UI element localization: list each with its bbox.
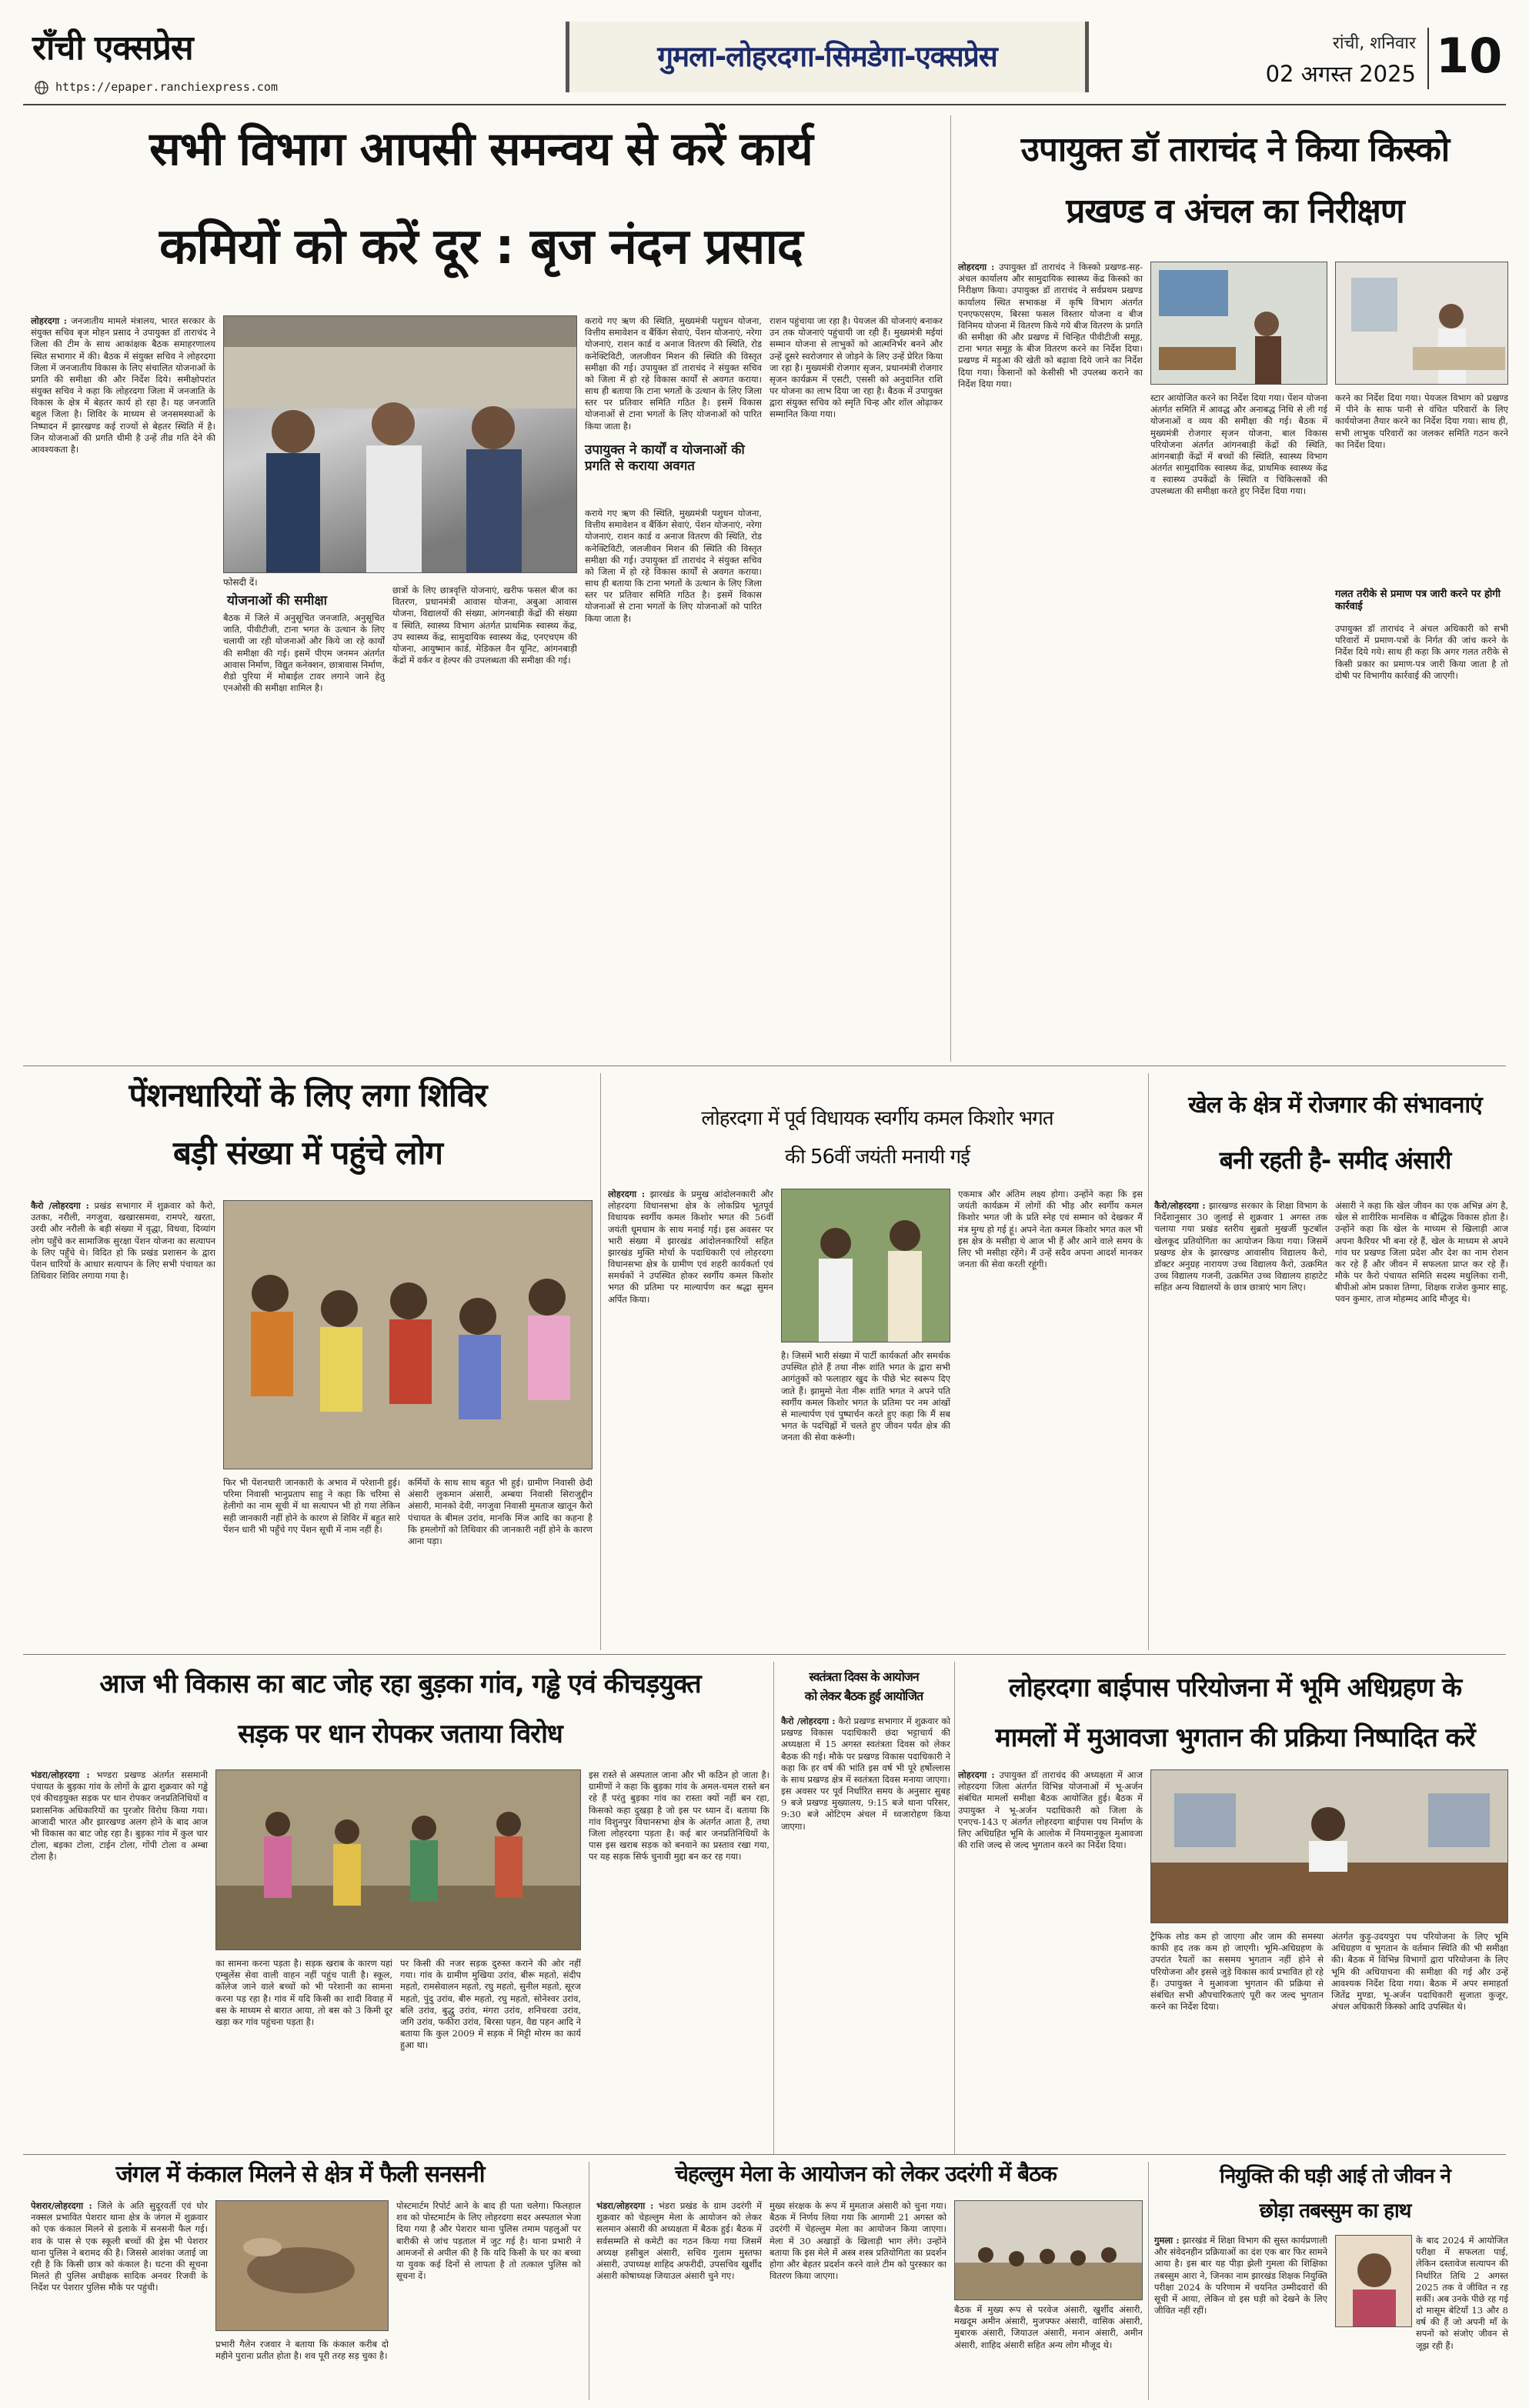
story4-dateline: लोहरदगा : [608,1189,646,1199]
story2-text-col3b: उपायुक्त डॉ ताराचंद ने अंचल अधिकारी को सभी परिवारों में प्रमाण-पत्रों के निर्गत की जांच करने के निर्देश दिये गये। साथ ही कहा कि अगर गलत तरीके से किसी प्रकार का प्रमाण-पत्र जारी किया जाता है तो दोषी पर विभागीय कार्रवाई की जाएगी। [1335,623,1508,681]
divider-row2 [23,1654,1506,1655]
story10-photo [954,2200,1143,2300]
story1-headline-line1: सभी विभाग आपसी समन्वय से करें कार्य [149,122,813,176]
meeting-photo-illustration [224,316,577,573]
masthead [0,0,1529,104]
story7-headline-line1: स्वतंत्रता दिवस के आयोजन [809,1669,919,1684]
story10-col1 [596,2200,762,2400]
story2-text-col2: स्टार आयोजित करने का निर्देश दिया गया। पेंशन योजना अंतर्गत समिति में आवद्ध और अनाबद्ध निधि से ली गई योजनाओं व व्यय की समीक्षा की गई। बैठक में मुख्यमंत्री रोजगार सृजन योजना, बाल विकास परियोजना अंतर्गत आंगनबाड़ी केंद्रों की स्थिति, आंगनबाड़ी केंद्रों में बच्चों की स्थिति, स्वास्थ्य विभाग अंतर्गत सामुदायिक स्वास्थ्य केंद्र, प्राथमिक स्वास्थ्य केंद्र व स्वास्थ्य उपकेंद्रों के स्थिति व चिकित्सकों की उपलब्धता की समीक्षा करते हुए निर्देश दिया गया। [1150,392,1327,497]
story1-photo-caption: फोसदी दें। [223,577,258,588]
masthead-city-day: रांची, शनिवार [1332,34,1416,53]
story10-dateline: भंडरा/लोहरदगा : [596,2200,654,2211]
story6-headline-line1: आज भी विकास का बाट जोह रहा बुड़का गांव, गड्ढे एवं कीचड़युक्त [99,1669,701,1699]
story2-dateline: लोहरदगा : [958,262,995,272]
story4-text-col1: झारखंड के प्रमुख आंदोलनकारी और लोहरदगा विधानसभा क्षेत्र के लोकप्रिय भूतपूर्व विधायक स्वर्गीय कमल किशोर भगत की 56वीं जयंती धूमधाम के साथ मनाई गई। इस अवसर पर भारी संख्या में झारखंड आंदोलनकारियों सहित झारखंड मुक्ति मोर्चा के पदाधिकारी एवं लोहरदगा विधानसभा क्षेत्र के ग्रामीण एवं शहरी कार्यकर्ता एवं समर्थकों ने उपस्थित होकर स्वर्गीय कमल किशोर भगत की प्रतिमा पर माल्यार्पण कर श्रद्धा सुमन अर्पित किया। [608,1189,773,1305]
story9-text-col1: जिले के अति सुदूरवर्ती एवं घोर नक्सल प्रभावित पेशरार थाना क्षेत्र के जंगल में शुक्रवार को एक कंकाल मिलने से इलाके में सनसनी फैल गई। शव के पास से एक स्कूली बच्चों की ड्रेस भी पेशरार थाना पुलिस ने बरामद की है। जिससे आशंका जताई जा रही है कि किसी छात्र को कंकाल है। घटना की सूचना मिलते ही पुलिस अधीक्षक सादिक अनवर रिजवी के निर्देश पर पेशरार पुलिस मौके पर पहुंची। [31,2200,208,2293]
story1-col2 [223,612,385,1062]
story1-text-col1: जनजातीय मामले मंत्रालय, भारत सरकार के संयुक्त सचिव बृज मोहन प्रसाद ने उपायुक्त डॉ ताराचंद ने जिला की टीम के साथ आकांक्षक बैठक समाहरणालय स्थित सभागार में की। बैठक में संयुक्त सचिव ने लोहरदगा जिला में जनजातीय विकास के लिए संचालित योजनाओं के प्रगति की समीक्षा की और निर्देश दिये। समीक्षोपरांत संयुक्त सचिव ने कहा कि लोहरदगा जिला में जनजाति के विकास के क्षेत्र में बेहतर कार्य हो रहा है। यह जनजाति बहुल जिला है। शिविर के माध्यम से जनसमस्याओं के निष्पादन में झारखण्ड कई राज्यों से बेहतर स्थिति में है। जिन योजनाओं की प्रगति धीमी है उन्हें तीव्र गति देने की आवश्यकता है। [31,315,215,455]
story9-caption-text: प्रभारी गैलेन रजवार ने बताया कि कंकाल करीब दो महीने पुराना प्रतीत होता है। शव पूरी तरह सड़ चुका है। [215,2339,389,2362]
story9-photo [215,2200,389,2331]
story3-headline-line2: बड़ी संख्या में पहुंचे लोग [173,1134,442,1172]
story7-text-col1: कैरो प्रखण्ड सभागार में शुक्रवार को प्रखण्ड विकास पदाधिकारी छंदा भट्टाचार्य की अध्यक्षता में 15 अगस्त स्वतंत्रता दिवस को लेकर बैठक की गई। मौके पर प्रखण्ड विकास पदाधिकारी ने कहा कि हर वर्ष की भांति इस वर्ष भी पूरे हर्षोल्लास के साथ प्रखण्ड क्षेत्र में स्वतंत्रता दिवस मनाया जाएगा। इस अवसर पर पूर्व निर्धारित समय के अनुसार सुबह 9 बजे प्रखण्ड मुख्यालय, 9:15 बजे थाना परिसर, 9:30 बजे ओटिएम अंचल में ध्वजारोहण किया जाएगा। [781,1716,950,1832]
office-meeting-photo-illustration [1151,1770,1508,1923]
story3-col3 [408,1477,593,1646]
story1-col4-bottom [585,508,762,1062]
story1-col4-top [585,315,762,431]
story11-text-col2: के बाद 2024 में आयोजित परीक्षा में सफलता पाई, लेकिन दस्तावेज सत्यापन की निर्धारित तिथि 2 अगस्त 2025 तक वे जीवित न रह सकीं। अब उनके पीछे रह गई दो मासूम बेटियाँ 13 और 8 वर्ष की हैं जो अपनी माँ के सपनों को संजोए जीवन से जूझ रही हैं। [1416,2235,1508,2351]
story4-headline-line2: की 56वीं जयंती मनायी गई [785,1146,970,1169]
story2-col1 [958,262,1143,1062]
story10-headline: चेहल्लुम मेला के आयोजन को लेकर उदरंगी में बैठक [675,2161,1057,2186]
story1-text-col4: कराये गए ऋण की स्थिति, मुख्यमंत्री पशुधन योजना, वित्तीय समावेशन व बैंकिंग सेवाएं, पेंशन योजनाएं, नरेगा योजनाएं, राशन कार्ड व अनाज वितरण की स्थिति, रोड कनेक्टिविटी, जलजीवन मिशन की स्थिति की विस्तृत समीक्षा की गई। उपायुक्त डॉ ताराचंद ने संयुक्त सचिव को जिला में हो रहे विकास कार्यों से अवगत कराया। साथ ही बताया कि टाना भगतों के उत्थान के लिए जिला स्तर पर प्रतिवार समिति गठित है। इसमें विकास योजनाओं से टाना भगतों के लिए योजनाओं को पारित किया जाता है। [585,315,762,431]
story4-col2 [781,1350,950,1646]
section-title: गुमला-लोहरदगा-सिमडेगा-एक्सप्रेस [657,40,997,73]
story3-col1 [31,1200,215,1646]
story11-col2 [1416,2235,1508,2400]
story2-col2 [1150,392,1327,1062]
story4-col1 [608,1189,773,1646]
story6-text-col2: का सामना करना पड़ता है। सड़क खराब के कारण यहां एम्बुलेंस सेवा वाली वाहन नहीं पहुंच पाती है। स्कूल, कॉलेज जाने वाले बच्चों को भी परेशानी का सामना करना पड़ रहा है। गांव में यदि किसी का शादी विवाह में बस के माध्यम से बारात आया, तो बस को 3 किमी दूर खड़ा कर गांव पहुंचना पड़ता है। [215,1958,392,2027]
paddy-protest-photo-illustration [216,1770,581,1950]
story1-text-col2: बैठक में जिले में अनुसूचित जनजाति, अनुसूचित जाति, पीवीटीजी, टाना भगत के उत्थान के लिए चलायी जा रही योजनाओं और किये जा रहे कार्यों की समीक्षा की गई। इसमें पीएम जनमन अंतर्गत आवास निर्माण, विद्युत कनेक्शन, छात्रावास निर्माण, शैडो पुरिया में मोबाईल टावर लगाने जाने हेतु एनओसी की समीक्षा शामिल है। [223,612,385,694]
story3-col2 [223,1477,400,1646]
story9-caption [215,2339,389,2400]
story5-dateline: कैरो/लोहरदगा : [1154,1200,1206,1211]
story10-text-col2: मुख्य संरक्षक के रूप में मुमताज अंसारी को चुना गया। बैठक में निर्णय लिया गया कि आगामी 21 अगस्त को उदरंगी में चेहल्लुम मेला का आयोजन किया जाएगा। मेला में 30 अखाड़ों के खिलाड़ी भाग लेंगे। उन्होंने बताया कि इस मेले में अस्त्र शस्त्र प्रतियोगिता का प्रदर्शन होगा और बेहतर प्रदर्शन करने वाले टीम को पुरस्कार का वितरण किया जाएगा। [770,2200,946,2282]
story5-col2 [1335,1200,1508,1646]
story2-text-col1: उपायुक्त डॉ ताराचंद ने किस्को प्रखण्ड-सह-अंचल कार्यालय और सामुदायिक स्वास्थ्य केंद्र किस्को का निरीक्षण किया। उपायुक्त डॉ ताराचंद ने सर्वप्रथम प्रखण्ड कार्यालय स्थित सभाकक्ष में कृषि विभाग अंतर्गत एनएफएसएम, बिरसा फसल विस्तार योजना व बीज विनिमय योजना में वितरण किये गये बीज वितरण के प्रगति की समीक्षा की और प्रखण्ड में चिन्हित पीवीटीजी समूह, टाना भगत समूह के बीज वितरण करने का निर्देश दिया। प्रखण्ड में मड़ुआ की खेती को बढ़ावा दिये जाने का निर्देश दिया गया। किसानों को केसीसी भी उपलब्ध कराने का निर्देश दिया गया। [958,262,1143,389]
story6-text-col4: इस रास्ते से अस्पताल जाना और भी कठिन हो जाता है। ग्रामीणों ने कहा कि बुड़का गांव के अमल-चमल रास्ते बन रहे हैं परंतु बुड़का गांव का रास्ता क्यों नहीं बन रहा, किसको कहा दुखड़ा है जो इस पर ध्यान दें। बताया कि गांव विशुनपुर विधानसभा क्षेत्र के अंतर्गत आता है, तथा जिला लोहरदगा पड़ता है। कई बार जनप्रतिनिधियों के पास इस खराब सड़क को बनवाने का प्रस्ताव रखा गया, पर यह सड़क सिर्फ चुनावी मुद्दा बन कर रह गया। [589,1769,770,1863]
village-meeting-photo-illustration [955,2201,1143,2300]
story8-col3 [1331,1931,1508,2154]
story6-text-col1: भण्डरा प्रखण्ड अंतर्गत ससमानी पंचायत के बुड़का गांव के लोगों के द्वारा शुक्रवार को गड्ढे एवं कीचड़युक्त सड़क पर धान रोपकर जनप्रतिनिधियों व प्रशासनिक अधिकारियों का पुरजोर विरोध किया गया। आजादी भारत और झारखण्ड अलग होने के बाद आज भी विकास का बाट जोह रहा है। बुड़का गांव में कुल चार टोला, बड़का टोला, टाईन टोला, गोंपी टोला व अम्बा टोला है। [31,1769,208,1863]
story8-photo [1150,1769,1508,1923]
story3-text-col3: कर्मियों के साथ साथ बहुत भी हुई। ग्रामीण निवासी छेदी अंसारी लुकमान अंसारी, अम्बया निवासी सिराजुद्दीन अंसारी, मानको देवी, नगजुवा निवासी मुमताज खातून कैरो पंचायत के बीमल उरांव, मानकि मिंज आदि का कहना है कि हमलोगों को तिथिवार की जानकारी नहीं होने के कारण आना पड़ा। [408,1477,593,1546]
story8-text-col2: ट्रैफिक लोड कम हो जाएगा और जाम की समस्या काफी हद तक कम हो जाएगी। भूमि-अधिग्रहण के उपरांत रैयतों का ससमय भुगतान नहीं होने से परियोजना और इससे जुड़े विकास कार्य प्रभावित हो रहे हैं। उपायुक्त ने मुआवजा भुगतान की प्रक्रिया से संबंधित सभी औपचारिकताएं पूरी कर जल्द भुगतान करने का निर्देश दिया। [1150,1931,1324,2013]
story5-headline-line1: खेल के क्षेत्र में रोजगार की संभावनाएं [1188,1092,1482,1119]
story4-text-col2: है। जिसमें भारी संख्या में पार्टी कार्यकर्ता और समर्थक उपस्थित होते हैं तथा नीरू शांति भगत के द्वारा सभी आगंतुकों को फलाहार खुद के पीछे भेट स्वरूप दिए जाते हैं। झामुमो नेता नीरू शांति भगत ने अपने पति स्वर्गीय कमल किशोर भगत के प्रतिमा पर नम आंखों से माल्यार्पण एवं पुष्पार्चन करते हुए कहा कि मैं सब भगत के पदचिह्नों में चलते हुए जीवन पर्यंत क्षेत्र की जनता की सेवा करूंगी। [781,1350,950,1443]
story8-headline-line1: लोहरदगा बाईपास परियोजना में भूमि अधिग्रहण के [1008,1673,1462,1703]
pension-camp-photo-illustration [224,1201,593,1469]
story8-text-col3: अंतर्गत कुड़ू-उदयपुरा पथ परियोजना के लिए भूमि अधिग्रहण व भुगतान के वर्तमान स्थिति की भी समीक्षा की। बैठक में विभिन्न विभागों द्वारा परियोजना के लिए भूमि की अधियाचना की समीक्षा की गई और उन्हें आवश्यक निर्देश दिया गया। बैठक में अपर समाहर्ता जितेंद्र मुण्डा, भू-अर्जन पदाधिकारी सुजाता कुजूर, अंचल अधिकारी किस्को आदि उपस्थित थे। [1331,1931,1508,2013]
story10-caption [954,2304,1143,2400]
story9-dateline: पेशरार/लोहरदगा : [31,2200,92,2211]
story1-dateline: लोहरदगा : [31,315,67,326]
tribute-photo-illustration [782,1189,950,1342]
story1-col5 [770,315,943,1062]
divider-story6-story7 [773,1662,774,2154]
story9-headline: जंगल में कंकाल मिलने से क्षेत्र में फैली सनसनी [115,2161,485,2188]
story8-text-col1: उपायुक्त डॉ ताराचंद की अध्यक्षता में आज लोहरदगा जिला अंतर्गत विभिन्न योजनाओं में भू-अर्जन संबंधित मामलों समीक्षा बैठक आयोजित हुई। बैठक में उपायुक्त ने भू-अर्जन पदाधिकारी को जिला के एनएच-143 ए अंतर्गत लोहरदगा बाईपास पथ निर्माण के लिए अधिग्रहित भूमि के आलोक में नियमानुकूल मुआवजा की राशि जल्द से जल्द भुगतान करने का निर्देश दिया। [958,1769,1143,1851]
divider-row3 [23,2154,1506,2155]
story7-headline-line2: को लेकर बैठक हुई आयोजित [804,1689,923,1703]
story6-headline-line2: सड़क पर धान रोपकर जताया विरोध [238,1719,563,1749]
story10-text-col1: भंडरा प्रखंड के ग्राम उदरंगी में शुक्रवार को चेहल्लुम मेला के आयोजन को लेकर सलमान अंसारी की अध्यक्षता में बैठक हुई। बैठक में सर्वसम्मति से कमेटी का गठन किया गया जिसमें अध्यक्ष हसीबुल अंसारी, सचिव गुलाम मुस्तफा अंसारी, उपाध्यक्ष शाहिद अफरीदी, उपसचिव खुर्शीद अंसारी कोषाध्यक्ष जियाउल अंसारी चुने गए। [596,2200,762,2282]
story8-dateline: लोहरदगा : [958,1769,995,1780]
story9-text-col2: पोस्टमार्टम रिपोर्ट आने के बाद ही पता चलेगा। फिलहाल शव को पोस्टमार्टम के लिए लोहरदगा सदर अस्पताल भेजा दिया गया है और पेशरार थाना पुलिस तमाम पहलुओं पर बारीकी से जांच पड़ताल में जुट गई है। थाना प्रभारी ने आमजनों से अपील की है कि यदि किसी के घर का बच्चा या युवक कई दिनों से लापता है तो तत्काल पुलिस को सूचना दें। [396,2200,581,2282]
masthead-url[interactable]: https://epaper.ranchiexpress.com [55,80,278,94]
story1-photo [223,315,577,573]
forest-ground-photo-illustration [216,2201,389,2331]
story1-col3 [392,585,577,1062]
story11-headline-line2: छोड़ा तबस्सुम का हाथ [1259,2200,1411,2223]
story3-headline-line1: पेंशनधारियों के लिए लगा शिविर [129,1076,487,1114]
story1-text-col4-cont: कराये गए ऋण की स्थिति, मुख्यमंत्री पशुधन योजना, वित्तीय समावेशन व बैंकिंग सेवाएं, पेंशन योजनाएं, नरेगा योजनाएं, राशन कार्ड व अनाज वितरण की स्थिति, रोड कनेक्टिविटी, जलजीवन मिशन की स्थिति की विस्तृत समीक्षा की गई। उपायुक्त डॉ ताराचंद ने संयुक्त सचिव को जिला में हो रहे विकास कार्यों से अवगत कराया। साथ ही बताया कि टाना भगतों के उत्थान के लिए जिला स्तर पर प्रतिवार समिति गठित है। इसमें विकास योजनाओं से टाना भगतों के लिए योजनाओं को पारित किया जाता है। [585,508,762,624]
story1-subhead1: योजनाओं की समीक्षा [227,593,328,609]
story6-photo [215,1769,581,1950]
masthead-logo: राँची एक्सप्रेस [32,28,193,68]
story3-text-col2: फिर भी पेंशनधारी जानकारी के अभाव में परेशानी हुई। परिमा निवासी भानुप्रताप साहु ने कहा कि चरिमा से हेलीगो का नाम सूची में था सत्यापन भी हो गया लेकिन सही जानकारी नहीं होने के कारण से शिविर में बहुत सारे पेंशन धारी भी पहुँचे गए पेंशन सूची में नाम नहीं है। [223,1477,400,1535]
divider-story7-story8 [954,1662,955,2154]
classroom-photo-illustration [1151,262,1327,385]
story1-text-col3: छात्रों के लिए छात्रवृत्ति योजनाएं, खरीफ फसल बीज का वितरण, प्रधानमंत्री आवास योजना, अबुआ आवास योजना, विद्यालयों की संख्या, आंगनबाड़ी केंद्रों की संख्या व स्थिति, स्वास्थ्य विभाग अंतर्गत प्राथमिक स्वास्थ्य केंद्र, उप स्वास्थ्य केंद्र, सामुदायिक स्वास्थ्य केंद्र, एनएचएम की योजना, आयुष्मान कार्ड, मेडिकल वैन यूनिट, आंगनबाड़ी केंद्रों में वर्कर व हेल्पर की उपलब्धता की समीक्षा की गई। [392,585,577,666]
story4-photo [781,1189,950,1342]
story11-dateline: गुमला : [1154,2235,1180,2246]
story5-headline-line2: बनी रहती है- समीद अंसारी [1219,1146,1451,1175]
story10-caption-text: बैठक में मुख्य रूप से परवेज अंसारी, खुर्शीद अंसारी, मखदूम अमीन अंसारी, मुजफ्फर अंसारी, वासिक अंसारी, मुबारक अंसारी, जियाउल अंसारी, मनान अंसारी, अमीन अंसारी, शाहिद अंसारी सहित अन्य लोग मौजूद थे। [954,2304,1143,2350]
hospital-photo-illustration [1336,262,1508,385]
story3-text-col1: प्रखंड सभागार में शुक्रवार को कैरो, उतका, नरौली, नगजुवा, खखारसमवा, रामपरे, खरता, उरदी और नरौली के बड़ी संख्या में वृद्धा, विधवा, दिव्यांग लोग पहुँचे कर सामाजिक सुरक्षा पेंशन योजना का सत्यापन के लिए पहुँचे थे। विदित हो कि प्रखंड प्रशासन के द्वारा पेंशन धारियों के आधार सत्यापन के लिए सभी पंचायत का तिथिवार शिविर लगाया गया है। [31,1200,215,1282]
story8-col1 [958,1769,1143,2154]
story11-col1 [1154,2235,1327,2400]
story8-col2 [1150,1931,1324,2154]
portrait-photo-illustration [1336,2236,1412,2327]
section-banner [566,22,1089,92]
story8-headline-line2: मामलों में मुआवजा भुगतान की प्रक्रिया निष्पादित करें [995,1723,1475,1753]
story2-headline-line1: उपायुक्त डॉ ताराचंद ने किया किस्को [1020,130,1450,169]
story2-col3 [1335,392,1508,581]
story4-col3 [958,1189,1143,1646]
story2-photo-left [1150,262,1327,385]
story11-headline-line1: नियुक्ति की घड़ी आई तो जीवन ने [1220,2165,1451,2188]
story11-photo [1335,2235,1412,2327]
story9-col1 [31,2200,208,2400]
story2-headline-line2: प्रखण्ड व अंचल का निरीक्षण [1066,192,1404,231]
divider-story10-story11 [1148,2162,1149,2400]
story5-text-col1: झारखण्ड सरकार के शिक्षा विभाग के निर्देशानुसार 30 जुलाई से शुक्रवार 1 अगस्त तक चलाया गया प्रखंड स्तरीय सुब्रतो मुखर्जी फुटबॉल खेलकूद प्रतियोगिता का आयोजन किया गया। जिसमें प्रखण्ड क्षेत्र के झारखण्ड आवासीय विद्यालय कैरो, डॉक्टर अनुग्रह नारायण उच्च विद्यालय कैरो, उत्क्रमित उच्च विद्यालय गजनी, उत्क्रमित उच्च विद्यालय हाहाटेट सहित अन्य विद्यालयों के छात्र छात्राएं भाग लिए। [1154,1200,1327,1293]
masthead-date: 02 अगस्त 2025 [1265,61,1416,87]
page-number: 10 [1436,28,1503,84]
story2-col3b [1335,623,1508,1062]
story3-dateline: कैरो /लोहरदगा : [31,1200,89,1211]
story7-dateline: कैरो /लोहरदगा : [781,1716,836,1726]
story3-photo [223,1200,593,1469]
story11-text-col1: झारखंड में शिक्षा विभाग की सुस्त कार्यप्रणाली और संवेदनहीन प्रक्रियाओं का दंश एक बार फिर सामने आया है। इस बार यह पीड़ा झेली गुमला की शिक्षिका तबस्सुम आरा ने, जिनका नाम झारखंड शिक्षक नियुक्ति परीक्षा 2024 के परिणाम में चयनित उम्मीदवारों की सूची में आया, लेकिन वो इस घड़ी को देखने के लिए जीवित नहीं रहीं। [1154,2235,1327,2316]
story7-col1 [781,1716,950,2154]
story1-headline-line2: कमियों को करें दूर : बृज नंदन प्रसाद [159,218,803,275]
story1-col1 [31,315,215,1062]
story4-text-col3: एकमात्र और अंतिम लक्ष्य होगा। उन्होंने कहा कि इस जयंती कार्यक्रम में लोगों की भीड़ और स्वर्गीय कमल किशोर भगत जी के प्रति स्नेह एवं सम्मान को देखकर मैं मंत्र मुग्ध हो गई हूं। अपने नेता कमल किशोर भगत कल भी इस क्षेत्र के मसीहा थे आज भी हैं और आने वाले समय के लिए भी मसीहा रहेंगे। मैं उन्हें सदैव अपना आदर्श मानकर जनता की सेवा करती रहूंगी। [958,1189,1143,1270]
story2-photo-right [1335,262,1508,385]
page-number-divider [1427,28,1429,89]
masthead-rule [23,104,1506,105]
story6-dateline: भंडरा/लोहरदगा : [31,1769,90,1780]
divider-story1-story2 [950,115,951,1062]
story5-col1 [1154,1200,1327,1646]
story2-subhead: गलत तरीके से प्रमाण पत्र जारी करने पर होगी कार्रवाई [1335,589,1501,613]
divider-story3-story4 [600,1073,601,1650]
story10-col2 [770,2200,946,2400]
divider-story4-story5 [1148,1073,1149,1650]
story9-col2 [396,2200,581,2400]
story4-headline-line1: लोहरदगा में पूर्व विधायक स्वर्गीय कमल किशोर भगत [701,1107,1053,1130]
story1-subhead2: उपायुक्त ने कार्यों व योजनाओं की प्रगति से कराया अवगत [585,442,745,475]
story6-text-col3: पर किसी की नजर सड़क दुरुस्त कराने की ओर नहीं गया। गांव के ग्रामीण मुखिया उरांव, बीरू महतो, संदीप महतो, रामसेवालन महतो, रघु महतो, सुनील महतो, सूरज महतो, पुंदु उरांव, बीरु महतो, रघु महतो, सोनेश्वर उरांव, बलि उरांव, बुद्धु उरांव, मंगरा उरांव, शनिचरवा उरांव, जगि उरांव, फकीरा उरांव, बिरसा पहन, वैद्य पहन आदि ने बताया कि कुल 2009 में सड़क में मिट्टी मोरम का कार्य हुआ था। [400,1958,581,2051]
story1-text-col5: राशन पहुंचाया जा रहा है। पेयजल की योजनाएं बनाकर उन तक योजनाएं पहुंचायी जा रही हैं। मुख्यमंत्री मईयां सम्मान योजना से लाभुकों को आत्मनिर्भर बनने और उन्हें दूसरे स्वरोजगार से जोड़ने के लिए उन्हें प्रेरित किया जा रहा है। मुख्यमंत्री रोजगार सृजन, प्रधानमंत्री रोजगार सृजन कार्यक्रम में एसटी, एससी को अनुदानित राशि पर योजना का लाभ दिया जा रहा है। बैठक में उपायुक्त द्वारा संयुक्त सचिव को स्मृति चिन्ह और शॉल ओढ़ाकर सम्मानित किया गया। [770,315,943,420]
globe-icon [34,80,49,95]
story2-text-col3: करने का निर्देश दिया गया। पेयजल विभाग को प्रखण्ड में पीने के साफ पानी से वंचित परिवारों के लिए कार्ययोजना तैयार करने का निर्देश दिया गया। साथ ही, सभी लाभुक परिवारों का जलकर समिति गठन करने का निर्देश दिया। [1335,392,1508,450]
story5-text-col2: अंसारी ने कहा कि खेल जीवन का एक अभिन्न अंग है, खेल से शारीरिक मानसिक व बौद्धिक विकास होता है। उन्होंने कहा कि खेल के माध्यम से खिलाड़ी आज अपना कैरियर भी बना रहे हैं, खेल के माध्यम से अपने गांव घर प्रखण्ड जिला प्रदेश और देश का नाम रोशन कर रहे हैं और जीवन में सफलता प्राप्त कर रहे हैं। मौके पर कैरो पंचायत समिति सदस्य मधुलिका रानी, बीपीओ ओम प्रकाश तिग्गा, शिक्षक राजेश कुमार साहू, पवन कुमार, ताज मोहम्मद आदि मौजूद थे। [1335,1200,1508,1305]
